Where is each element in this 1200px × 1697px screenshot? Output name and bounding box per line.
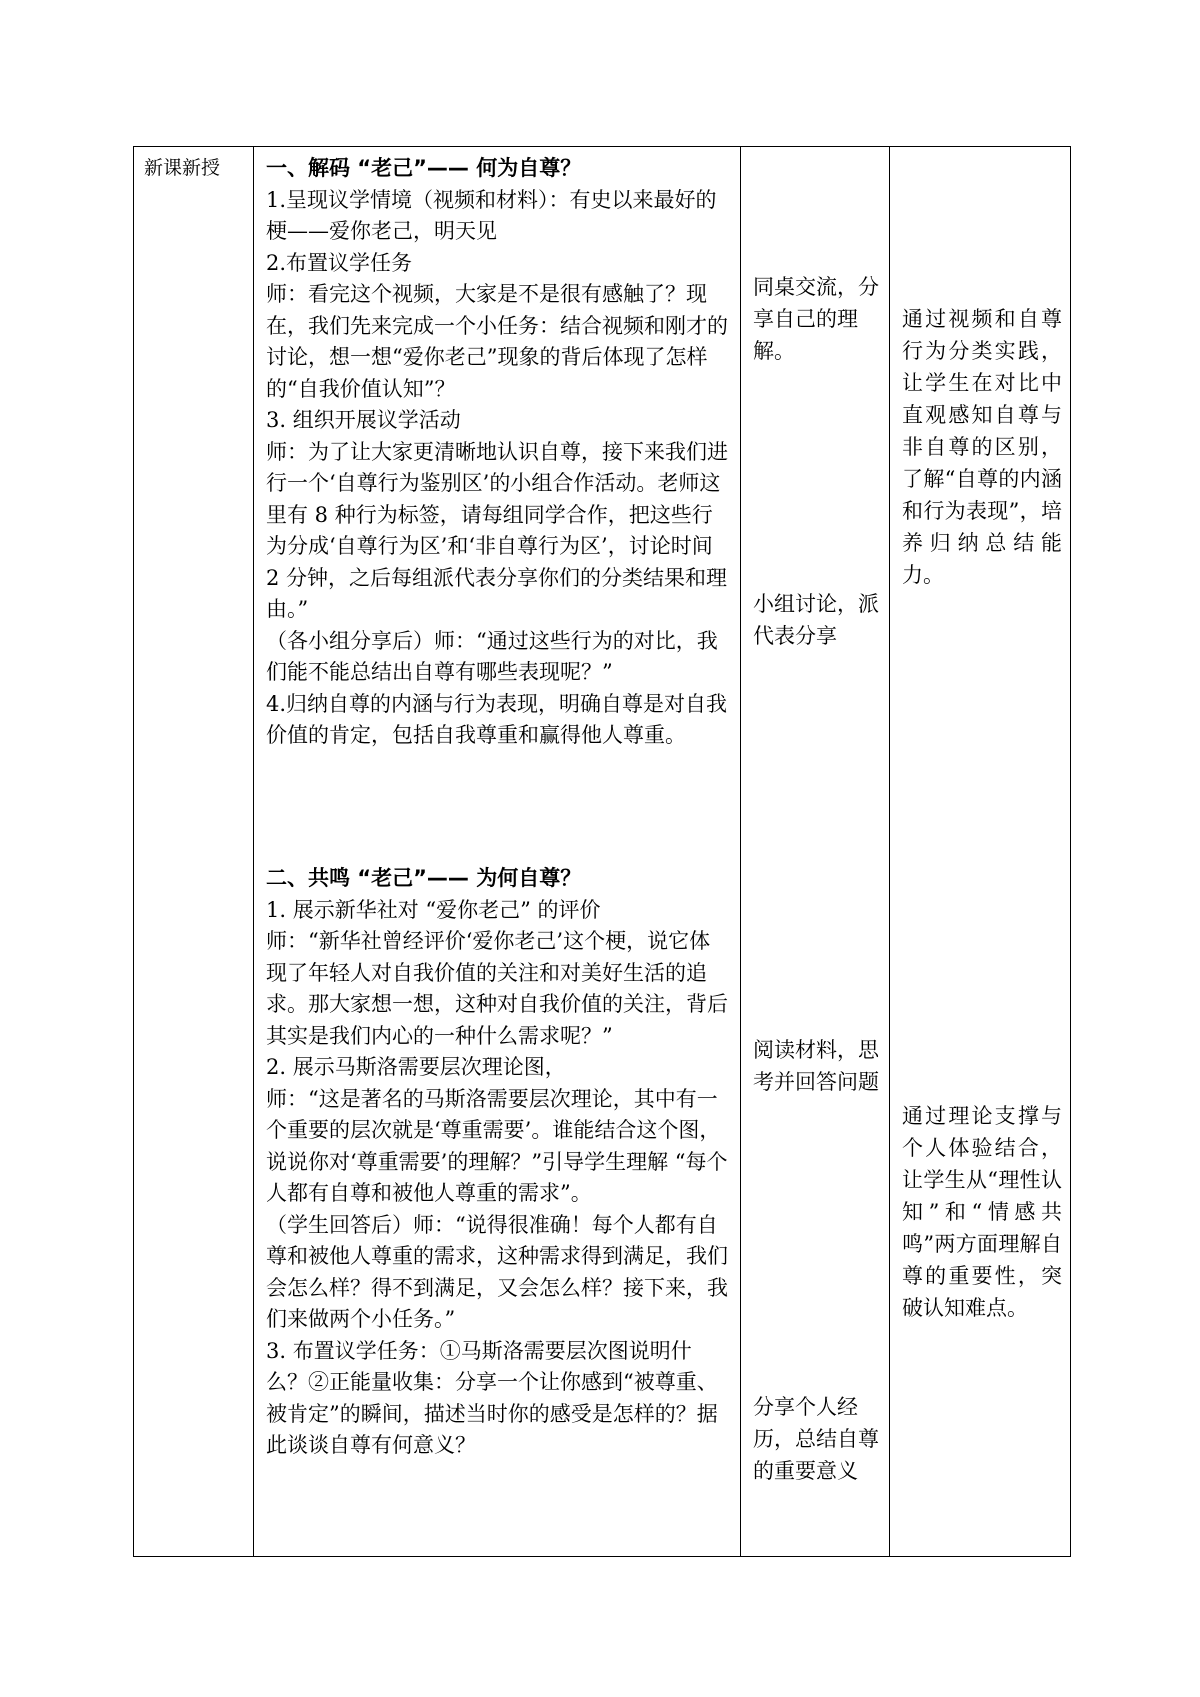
student-activity-column — [741, 147, 890, 1556]
section-1-line: 2.布置议学任务 — [266, 250, 413, 275]
section-2-line: 师：“新华社曾经评价‘爱你老己’这个梗，说它体现了年轻人对自我价值的关注和对美好生活的追求。那大家想一想，这种对自我价值的关注，背后其实是我们内心的一种什么需求呢？” — [266, 929, 728, 1048]
section-2-line: （学生回答后）师：“说得很准确！每个人都有自尊和被他人尊重的需求，这种需求得到满足，我们会怎么样？得不到满足，又会怎么样？接下来，我们来做两个小任务。” — [266, 1212, 728, 1331]
design-intent-column — [890, 147, 1072, 1556]
stage-label: 新课新授 — [144, 157, 221, 179]
section-1-heading: 一、解码 “老己”—— 何为自尊？ — [266, 156, 582, 180]
student-activity-1: 同桌交流，分享自己的理解。 — [753, 275, 879, 363]
section-1-line: 师：看完这个视频，大家是不是很有感触了？现在，我们先来完成一个小任务：结合视频和刚才的讨论，想一想“爱你老己”现象的背后体现了怎样的“自我价值认知”？ — [266, 282, 728, 401]
design-intent-1: 通过视频和自尊行为分类实践，让学生在对比中直观感知自尊与非自尊的区别，了解“自尊的内涵和行为表现”，培养归纳总结能力。 — [902, 307, 1062, 587]
section-1-line: 4.归纳自尊的内涵与行为表现，明确自尊是对自我价值的肯定，包括自我尊重和赢得他人尊重。 — [266, 691, 728, 747]
section-1-block — [266, 153, 730, 752]
lesson-plan-table — [133, 146, 1071, 1557]
section-2-heading: 二、共鸣 “老己”—— 为何自尊？ — [266, 866, 582, 890]
student-activity-4: 分享个人经历，总结自尊的重要意义 — [753, 1395, 879, 1483]
section-1-line: 1.呈现议学情境（视频和材料）：有史以来最好的梗——爱你老己，明天见 — [266, 187, 717, 243]
section-2-line: 3. 布置议学任务：①马斯洛需要层次图说明什么？②正能量收集：分享一个让你感到“被尊重、被肯定”的瞬间，描述当时你的感受是怎样的？据此谈谈自尊有何意义？ — [266, 1338, 718, 1457]
section-1-line: 师：为了让大家更清晰地认识自尊，接下来我们进行一个‘自尊行为鉴别区’的小组合作活动。老师这里有 8 种行为标签，请每组同学合作，把这些行为分成‘自尊行为区’和‘非自尊行为区’，讨论时间 2 分钟，之后每组派代表分享你们的分类结果和理由。” — [266, 439, 728, 621]
section-1-line: 3. 组织开展议学活动 — [266, 408, 461, 432]
section-2-line: 1. 展示新华社对 “爱你老己” 的评价 — [266, 897, 601, 922]
student-activity-2: 小组讨论，派代表分享 — [753, 592, 879, 648]
design-intent-2: 通过理论支撑与个人体验结合，让学生从“理性认知”和“情感共鸣”两方面理解自尊的重要性，突破认知难点。 — [902, 1104, 1062, 1320]
section-1-line: （各小组分享后）师：“通过这些行为的对比，我们能不能总结出自尊有哪些表现呢？” — [266, 628, 718, 684]
section-2-line: 2. 展示马斯洛需要层次理论图， — [266, 1055, 566, 1079]
stage-column — [134, 147, 254, 1556]
student-activity-3: 阅读材料，思考并回答问题 — [753, 1038, 879, 1094]
section-2-block — [266, 863, 730, 1462]
teacher-activity-column — [254, 147, 741, 1556]
section-2-line: 师：“这是著名的马斯洛需要层次理论，其中有一个重要的层次就是‘尊重需要’。谁能结合这个图，说说你对‘尊重需要’的理解？”引导学生理解 “每个人都有自尊和被他人尊重的需求”。 — [266, 1086, 728, 1205]
